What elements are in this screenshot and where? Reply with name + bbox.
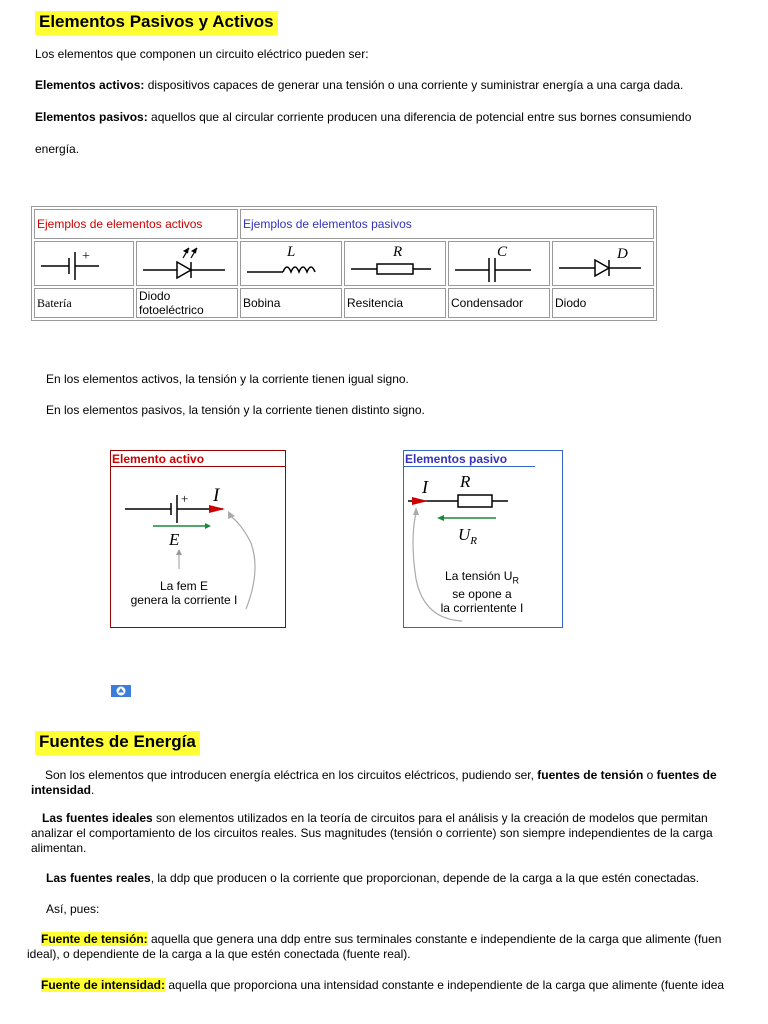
diode-letter: D	[617, 246, 628, 262]
fuente-intensidad-paragraph: Fuente de intensidad: aquella que proporciona una intensidad constante e independiente de la carga que alimente (fuente idea	[41, 978, 725, 992]
resistor-letter: R	[393, 244, 403, 260]
figure-elemento-activo	[110, 450, 286, 628]
back-to-top-button[interactable]	[111, 685, 131, 697]
voltage-arrow-icon	[437, 515, 444, 521]
active-caption-line2: genera la corriente I	[130, 593, 238, 607]
elements-table	[31, 206, 657, 321]
elementos-activos-paragraph	[35, 78, 683, 92]
note-pasivos: En los elementos pasivos, la tensión y la corriente tienen distinto signo.	[46, 403, 425, 417]
passive-caption-line3: la corrientente I	[440, 601, 524, 616]
section-title-fuentes: Fuentes de Energía	[35, 731, 200, 755]
passive-caption-line2: se opone a	[452, 587, 512, 602]
inductor-symbol-icon	[243, 242, 339, 282]
passive-voltage-label: $U_R$	[458, 525, 478, 547]
elementos-activos-label: Elementos activos:	[35, 78, 145, 92]
photodiode-symbol-cell	[136, 241, 238, 286]
capacitor-symbol-icon	[451, 242, 547, 282]
battery-symbol-cell	[34, 241, 134, 286]
capacitor-symbol-cell	[448, 241, 550, 286]
resistor-symbol-icon	[347, 242, 443, 282]
inductor-symbol-cell	[240, 241, 342, 286]
passive-current-arrow-icon	[412, 497, 428, 505]
diode-symbol-icon	[555, 242, 651, 282]
figure-elemento-pasivo	[403, 450, 563, 628]
passive-caption-line1: La tensión $U_R$	[445, 569, 519, 586]
figure-activo-title: Elemento activo	[111, 451, 286, 467]
diode-symbol-cell	[552, 241, 654, 286]
passive-caption	[418, 569, 546, 615]
active-caption-line1: La fem E	[159, 579, 209, 593]
label-diodo-fotoelectrico: Diodo fotoeléctrico	[136, 288, 238, 318]
figure-pasivo-title: Elementos pasivo	[404, 451, 535, 467]
fuente-tension-paragraph: Fuente de tensión: aquella que genera una ddp entre sus terminales constante e independiente de la carga que alimente (fuen ideal), o dependiente de la carga a la que estén conectada (fuente real).	[27, 932, 722, 961]
battery-symbol-icon	[37, 242, 131, 282]
photodiode-symbol-icon	[139, 242, 235, 282]
fuentes-ideales-paragraph: Las fuentes ideales son elementos utilizados en la teoría de circuitos para el análisis y la creación de modelos que permitan analizar el comportamiento de los circuitos reales. Sus magnitudes (tensión o corriente) son siempre independientes de la carga alimentan.	[31, 811, 713, 855]
elementos-pasivos-label: Elementos pasivos:	[35, 110, 148, 124]
active-emf-label: E	[169, 530, 180, 549]
current-arrow-icon	[209, 505, 225, 513]
passive-resistor-label: R	[460, 472, 471, 491]
section-title-elementos: Elementos Pasivos y Activos	[35, 11, 278, 35]
up-arrow-icon	[115, 686, 127, 696]
svg-text:+: +	[82, 249, 90, 264]
label-condensador: Condensador	[448, 288, 550, 318]
label-bobina: Bobina	[240, 288, 342, 318]
passive-current-label: I	[422, 477, 428, 497]
emf-arrow-icon	[205, 523, 211, 529]
active-caption	[119, 579, 249, 607]
note-activos: En los elementos activos, la tensión y la corriente tienen igual signo.	[46, 372, 409, 386]
label-resistencia: Resitencia	[344, 288, 446, 318]
inductor-letter: L	[287, 244, 296, 260]
elementos-pasivos-paragraph	[35, 110, 691, 124]
capacitor-letter: C	[497, 244, 508, 260]
header-activos: Ejemplos de elementos activos	[34, 209, 238, 239]
elementos-activos-text: dispositivos capaces de generar una tensión o una corriente y suministrar energía a una carga dada.	[144, 78, 684, 92]
svg-text:+: +	[181, 491, 189, 506]
resistor-symbol-cell	[344, 241, 446, 286]
fuentes-intro-paragraph: Son los elementos que introducen energía eléctrica en los circuitos eléctricos, pudiendo ser, fuentes de tensión o fuentes de intensidad.	[31, 768, 717, 797]
asi-pues-text: Así, pues:	[46, 902, 100, 916]
active-current-label: I	[213, 485, 220, 506]
intro-text: Los elementos que componen un circuito eléctrico pueden ser:	[35, 47, 369, 61]
elementos-pasivos-text: aquellos que al circular corriente producen una diferencia de potencial entre sus bornes consumiendo	[147, 110, 692, 124]
fuentes-reales-paragraph: Las fuentes reales, la ddp que producen o la corriente que proporcionan, depende de la carga a la que estén conectadas.	[46, 871, 700, 885]
label-bateria: Batería	[34, 288, 134, 318]
label-diodo: Diodo	[552, 288, 654, 318]
elementos-pasivos-text-cont: energía.	[35, 142, 80, 156]
header-pasivos: Ejemplos de elementos pasivos	[240, 209, 654, 239]
